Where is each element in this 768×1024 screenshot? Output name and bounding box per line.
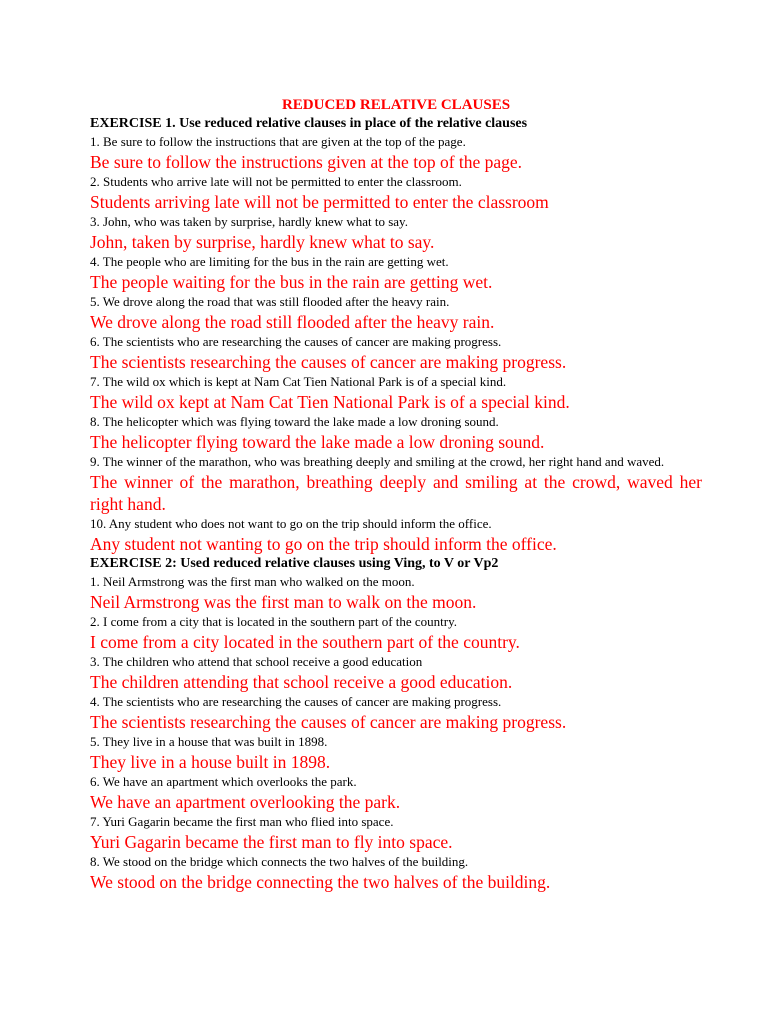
exercise-1-question: 3. John, who was taken by surprise, hardly knew what to say. [90,214,408,229]
exercise-1-answer: Be sure to follow the instructions given at the top of the page. [90,152,523,172]
exercise-2-question: 6. We have an apartment which overlooks the park. [90,774,357,789]
exercise-2-answer: We have an apartment overlooking the park. [90,792,401,812]
exercise-1-heading: EXERCISE 1. Use reduced relative clauses in place of the relative clauses [90,116,528,131]
exercise-1-answer: John, taken by surprise, hardly knew what to say. [90,232,435,252]
exercise-1-question: 8. The helicopter which was flying toward the lake made a low droning sound. [90,414,499,429]
exercise-1-question: 2. Students who arrive late will not be permitted to enter the classroom. [90,174,462,189]
exercise-1-answer: We drove along the road still flooded after the heavy rain. [90,312,495,332]
exercise-2-question: 8. We stood on the bridge which connects the two halves of the building. [90,854,469,869]
exercise-1-answer: The wild ox kept at Nam Cat Tien National Park is of a special kind. [90,392,570,412]
exercise-2-answer: Yuri Gagarin became the first man to fly into space. [90,832,453,852]
exercise-2-heading: EXERCISE 2: Used reduced relative clauses using Ving, to V or Vp2 [90,556,499,571]
exercise-2-question: 2. I come from a city that is located in the southern part of the country. [90,614,458,629]
exercise-2-answer: Neil Armstrong was the first man to walk on the moon. [90,592,477,612]
exercise-1-answer: The winner of the marathon, breathing deeply and smiling at the crowd, waved her right hand. [90,472,702,514]
exercise-2-question: 3. The children who attend that school receive a good education [90,654,423,669]
exercise-1-question: 5. We drove along the road that was still flooded after the heavy rain. [90,294,450,309]
document-title: REDUCED RELATIVE CLAUSES [281,97,511,113]
exercise-1-answer: The people waiting for the bus in the rain are getting wet. [90,272,493,292]
exercise-1-question: 9. The winner of the marathon, who was breathing deeply and smiling at the crowd, her right hand and waved. [90,454,665,469]
exercise-1-list [90,133,702,555]
exercise-1-question: 6. The scientists who are researching the causes of cancer are making progress. [90,334,502,349]
exercise-2-question: 1. Neil Armstrong was the first man who walked on the moon. [90,574,415,589]
exercise-2-question: 7. Yuri Gagarin became the first man who flied into space. [90,814,394,829]
exercise-2-answer: The children attending that school receive a good education. [90,672,513,692]
exercise-1-question: 7. The wild ox which is kept at Nam Cat Tien National Park is of a special kind. [90,374,507,389]
exercise-2-question: 5. They live in a house that was built in 1898. [90,734,328,749]
exercise-2-question: 4. The scientists who are researching the causes of cancer are making progress. [90,694,502,709]
exercise-1-answer: Any student not wanting to go on the trip should inform the office. [90,534,557,554]
exercise-2-list [90,573,702,893]
exercise-2-answer: They live in a house built in 1898. [90,752,331,772]
document-page [90,96,702,893]
exercise-2-answer: The scientists researching the causes of cancer are making progress. [90,712,567,732]
exercise-1-answer: The scientists researching the causes of cancer are making progress. [90,352,567,372]
exercise-2-answer: I come from a city located in the southern part of the country. [90,632,520,652]
exercise-1-question: 10. Any student who does not want to go on the trip should inform the office. [90,516,492,531]
exercise-1-answer: The helicopter flying toward the lake made a low droning sound. [90,432,545,452]
exercise-1-question: 1. Be sure to follow the instructions that are given at the top of the page. [90,134,466,149]
exercise-1-question: 4. The people who are limiting for the bus in the rain are getting wet. [90,254,449,269]
exercise-2-answer: We stood on the bridge connecting the two halves of the building. [90,872,551,892]
exercise-1-answer: Students arriving late will not be permitted to enter the classroom [90,192,549,212]
